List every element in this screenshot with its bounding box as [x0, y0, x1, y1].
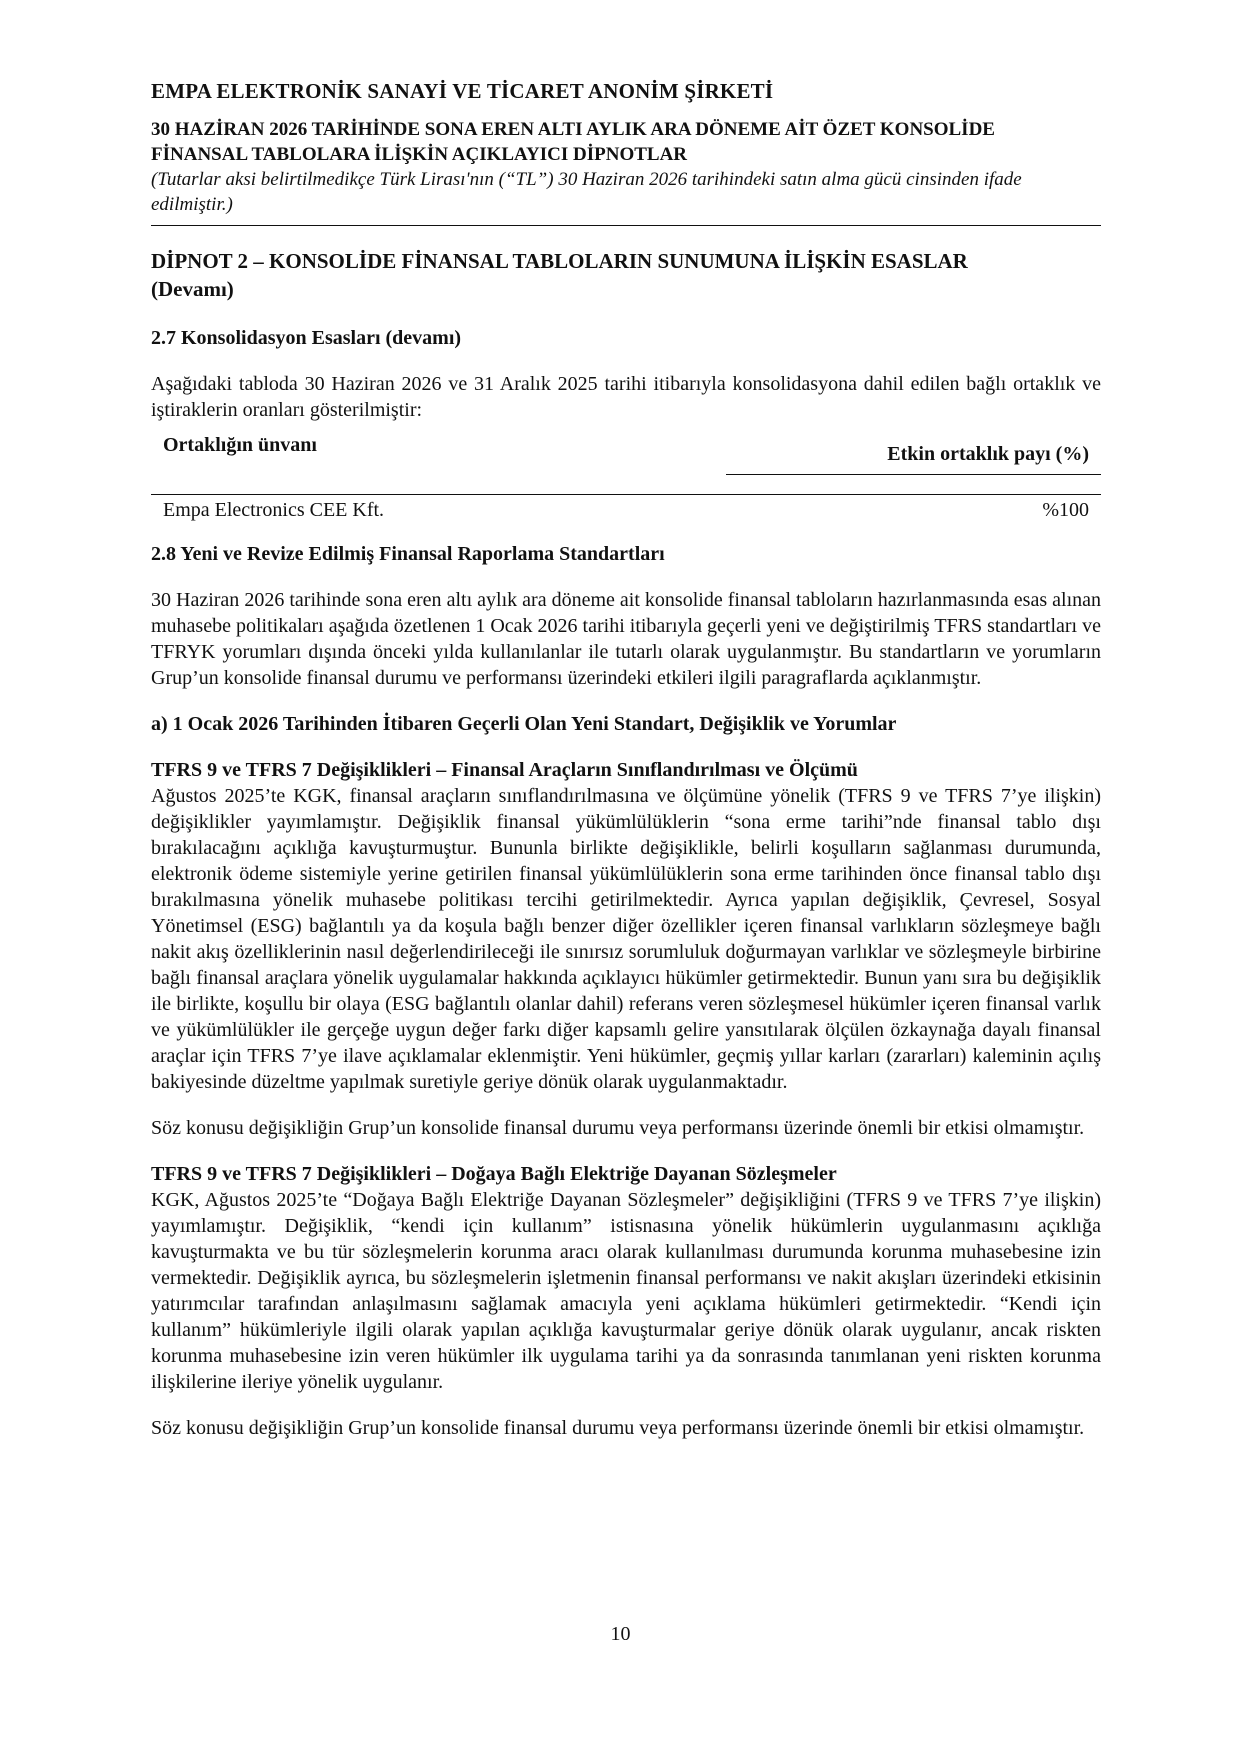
item-2-effect: Söz konusu değişikliğin Grup’un konsolide finansal durumu veya performansı üzerinde önemli bir etkisi olmamıştır.: [151, 1417, 1085, 1439]
table-header-rule: [726, 474, 1101, 475]
item-2-heading: TFRS 9 ve TFRS 7 Değişiklikleri – Doğaya Bağlı Elektriğe Dayanan Sözleşmeler: [151, 1163, 837, 1185]
note-heading: [151, 247, 1101, 303]
subsection-a-heading: a) 1 Ocak 2026 Tarihinden İtibaren Geçerli Olan Yeni Standart, Değişiklik ve Yorumlar: [151, 713, 897, 735]
company-name: EMPA ELEKTRONİK SANAYİ VE TİCARET ANONİM ŞİRKETİ: [151, 79, 774, 103]
document-title-line-2: FİNANSAL TABLOLARA İLİŞKİN AÇIKLAYICI DİPNOTLAR: [151, 144, 688, 165]
document-subtitle: (Tutarlar aksi belirtilmedikçe Türk Lirası'nın (“TL”) 30 Haziran 2026 tarihindeki satın alma gücü cinsinden ifade edilmiştir.): [151, 169, 1022, 215]
table-cell-share: %100: [1042, 499, 1089, 521]
item-2-body: KGK, Ağustos 2025’te “Doğaya Bağlı Elektriğe Dayanan Sözleşmeler” değişikliğini (TFRS 9 ve TFRS 7’ye ilişkin) yayımlamıştır. Değişiklik, “kendi için kullanım” istisnasına yönelik hükümlerin uygulanmasını açıklığa kavuşturmakta ve bu tür sözleşmelerin korunma aracı olarak kullanılması durumunda korunma muhasebesine izin vermektedir. Değişiklik ayrıca, bu sözleşmelerin işletmenin finansal performansı ve nakit akışları üzerindeki etkisinin yatırımcılar tarafından anlaşılmasını sağlamak amacıyla yeni açıklama hükümleri getirmektedir. “Kendi için kullanım” hükümleriyle ilgili olarak yapılan açıklığa kavuşturmalar geriye dönük olarak uygulanır, ancak riskten korunma muhasebesine izin veren hükümler ilk uygulama tarihi ya da sonrasında tanımlanan yeni riskten korunma ilişkilerine ileriye yönelik uygulanır.: [151, 1189, 1101, 1393]
subsidiary-table: [151, 429, 1101, 537]
section-2-8-intro: 30 Haziran 2026 tarihinde sona eren altı aylık ara döneme ait konsolide finansal tabloların hazırlanmasında esas alınan muhasebe politikaları aşağıda özetlenen 1 Ocak 2026 tarihi itibarıyla geçerli yeni ve değiştirilmiş TFRS standartları ve TFRYK yorumları dışında önceki yılda kullanılanlar ile tutarlı olarak uygulanmıştır. Bu standartların ve yorumların Grup’un konsolide finansal durumu ve performansı üzerindeki etkileri ilgili paragraflarda açıklanmıştır.: [151, 589, 1101, 689]
section-2-7-intro: Aşağıdaki tabloda 30 Haziran 2026 ve 31 Aralık 2025 tarihi itibarıyla konsolidasyona dahil edilen bağlı ortaklık ve iştiraklerin oranları gösterilmiştir:: [151, 373, 1101, 421]
table-header-name: Ortaklığın ünvanı: [163, 434, 317, 456]
section-2-7-heading: 2.7 Konsolidasyon Esasları (devamı): [151, 327, 462, 349]
item-1-effect: Söz konusu değişikliğin Grup’un konsolide finansal durumu veya performansı üzerinde önemli bir etkisi olmamıştır.: [151, 1117, 1085, 1139]
document-title-line-1: 30 HAZİRAN 2026 TARİHİNDE SONA EREN ALTI AYLIK ARA DÖNEME AİT ÖZET KONSOLİDE: [151, 119, 995, 140]
note-heading-line-2: (Devamı): [151, 277, 234, 301]
page-number: 10: [610, 1623, 631, 1645]
table-header-share: Etkin ortaklık payı (%): [887, 443, 1089, 465]
table-cell-name: Empa Electronics CEE Kft.: [163, 499, 385, 521]
header-rule: [151, 225, 1101, 226]
table-row-rule: [151, 494, 1101, 495]
item-1-body: Ağustos 2025’te KGK, finansal araçların sınıflandırılmasına ve ölçümüne yönelik (TFRS 9 ve TFRS 7’ye ilişkin) değişiklikler yayımlamıştır. Değişiklik finansal yükümlülüklerin “sona erme tarihi”nde finansal tablo dışı bırakılacağını açıklığa kavuşturmuştur. Bununla birlikte değişiklikle, belirli koşulların sağlanması durumunda, elektronik ödeme sistemiyle yerine getirilen finansal yükümlülüklerin sona erme tarihinden önce finansal tablo dışı bırakılmasına yönelik muhasebe politikası tercihi getirilmektedir. Ayrıca yapılan değişiklik, Çevresel, Sosyal Yönetimsel (ESG) bağlantılı ya da koşula bağlı benzer diğer özellikler içeren finansal varlıkların sözleşmeye bağlı nakit akış özelliklerinin nasıl değerlendirileceği ile sınırsız sorumluluk doğurmayan varlıklar ve sözleşmeyle birbirine bağlı finansal araçlara yönelik uygulamalar hakkında açıklayıcı hükümler getirmektedir. Bunun yanı sıra bu değişiklik ile birlikte, koşullu bir olaya (ESG bağlantılı olanlar dahil) referans veren sözleşmesel hükümler içeren finansal varlık ve yükümlülükler ile gerçeğe uygun değer farkı diğer kapsamlı gelire yansıtılarak ölçülen özkaynağa dayalı finansal araçlar için TFRS 7’ye ilave açıklamalar eklenmiştir. Yeni hükümler, geçmiş yıllar karları (zararları) kaleminin açılış bakiyesinde düzeltme yapılmak suretiyle geriye dönük olarak uygulanmaktadır.: [151, 785, 1101, 1093]
item-1-heading: TFRS 9 ve TFRS 7 Değişiklikleri – Finansal Araçların Sınıflandırılması ve Ölçümü: [151, 759, 858, 781]
document-page: [151, 78, 1101, 1441]
section-2-8-heading: 2.8 Yeni ve Revize Edilmiş Finansal Raporlama Standartları: [151, 543, 665, 565]
note-heading-line-1: DİPNOT 2 – KONSOLİDE FİNANSAL TABLOLARIN SUNUMUNA İLİŞKİN ESASLAR: [151, 249, 968, 273]
